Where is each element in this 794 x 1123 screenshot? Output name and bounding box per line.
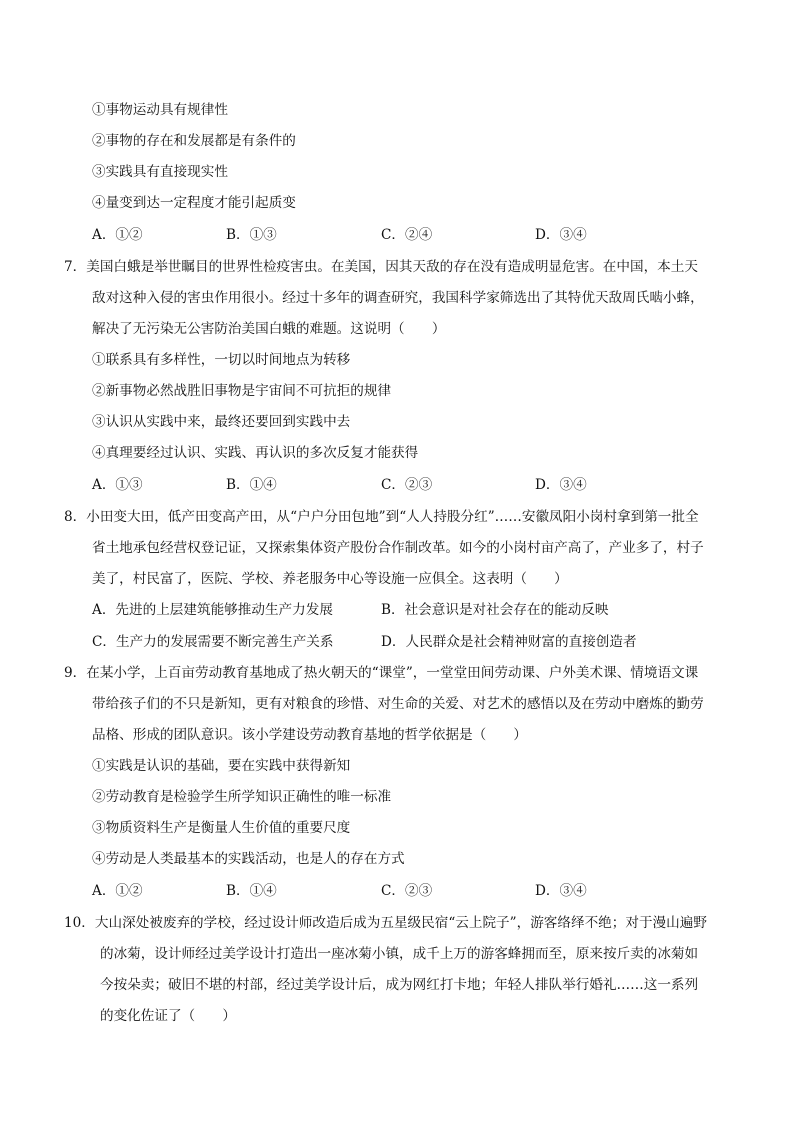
q7-item-3: ③认识从实践中来，最终还要回到实践中去 <box>92 414 351 430</box>
q10-stem-line-1: 10．大山深处被废弃的学校，经过设计师改造后成为五星级民宿“云上院子”，游客络绎不绝；对于漫山遍野 <box>64 915 707 931</box>
q9-option-a[interactable]: A．①② <box>92 883 143 899</box>
q9-options <box>0 882 794 900</box>
q6-option-d[interactable]: D．③④ <box>535 227 587 243</box>
q9-item-2: ②劳动教育是检验学生所学知识正确性的唯一标准 <box>92 789 392 805</box>
q8-stem-line-2: 省土地承包经营权登记证，又探索集体资产股份合作制改革。如今的小岗村亩产高了，产业多了，村子 <box>92 540 704 556</box>
q9-stem-line-3: 品格、形成的团队意识。该小学建设劳动教育基地的哲学依据是（ ） <box>92 727 527 743</box>
q9-stem-line-2: 带给孩子们的不只是新知，更有对粮食的珍惜、对生命的关爱、对艺术的感悟以及在劳动中磨炼的勤劳 <box>92 696 704 712</box>
q7-item-1: ①联系具有多样性，一切以时间地点为转移 <box>92 352 351 368</box>
q9-item-4: ④劳动是人类最基本的实践活动，也是人的存在方式 <box>92 851 405 867</box>
q9-option-d[interactable]: D．③④ <box>535 883 587 899</box>
q8-option-b[interactable]: B．社会意识是对社会存在的能动反映 <box>381 602 609 618</box>
q9-stem-line-1: 9．在某小学，上百亩劳动教育基地成了热火朝天的“课堂”，一堂堂田间劳动课、户外美术课、情境语文课 <box>64 665 699 681</box>
q8-option-c[interactable]: C．生产力的发展需要不断完善生产关系 <box>92 634 334 650</box>
q7-option-d[interactable]: D．③④ <box>535 477 587 493</box>
q7-option-a[interactable]: A．①③ <box>92 477 143 493</box>
q8-options-row-1 <box>0 601 794 619</box>
q7-item-2: ②新事物必然战胜旧事物是宇宙间不可抗拒的规律 <box>92 383 392 399</box>
q6-option-b[interactable]: B．①③ <box>226 227 277 243</box>
q9-option-b[interactable]: B．①④ <box>226 883 277 899</box>
q10-stem-line-2: 的冰菊，设计师经过美学设计打造出一座冰菊小镇，成千上万的游客蜂拥而至，原来按斤卖的冰菊如 <box>100 946 699 962</box>
q8-option-a[interactable]: A．先进的上层建筑能够推动生产力发展 <box>92 602 333 618</box>
q7-stem-line-3: 解决了无污染无公害防治美国白蛾的难题。这说明（ ） <box>92 321 446 337</box>
q9-option-c[interactable]: C．②③ <box>381 883 433 899</box>
q9-item-1: ①实践是认识的基础，要在实践中获得新知 <box>92 758 351 774</box>
q8-options-row-2 <box>0 633 794 651</box>
q8-stem-line-3: 美了，村民富了，医院、学校、养老服务中心等设施一应俱全。这表明（ ） <box>92 571 568 587</box>
q8-option-d[interactable]: D．人民群众是社会精神财富的直接创造者 <box>381 634 637 650</box>
q7-stem-line-2: 敌对这种入侵的害虫作用很小。经过十多年的调查研究，我国科学家筛选出了其特优天敌周氏啮小蜂， <box>92 290 704 306</box>
q10-stem-line-3: 今按朵卖；破旧不堪的村部，经过美学设计后，成为网红打卡地；年轻人排队举行婚礼……这一系列 <box>100 977 699 993</box>
q7-option-b[interactable]: B．①④ <box>226 477 277 493</box>
q10-stem-line-4: 的变化佐证了（ ） <box>100 1008 236 1024</box>
q6-item-2: ②事物的存在和发展都是有条件的 <box>92 133 296 149</box>
q6-item-4: ④量变到达一定程度才能引起质变 <box>92 195 296 211</box>
q6-item-3: ③实践具有直接现实性 <box>92 164 228 180</box>
q8-stem-line-1: 8．小田变大田，低产田变高产田，从“户户分田包地”到“人人持股分红”……安徽凤阳小岗村拿到第一批全 <box>64 509 699 525</box>
q7-stem-line-1: 7．美国白蛾是举世瞩目的世界性检疫害虫。在美国，因其天敌的存在没有造成明显危害。在中国，本土天 <box>64 259 698 275</box>
q6-option-c[interactable]: C．②④ <box>381 227 433 243</box>
q9-item-3: ③物质资料生产是衡量人生价值的重要尺度 <box>92 820 351 836</box>
q6-item-1: ①事物运动具有规律性 <box>92 102 228 118</box>
q7-item-4: ④真理要经过认识、实践、再认识的多次反复才能获得 <box>92 445 419 461</box>
q7-options <box>0 476 794 494</box>
q6-options <box>0 226 794 244</box>
q6-option-a[interactable]: A．①② <box>92 227 143 243</box>
q7-option-c[interactable]: C．②③ <box>381 477 433 493</box>
